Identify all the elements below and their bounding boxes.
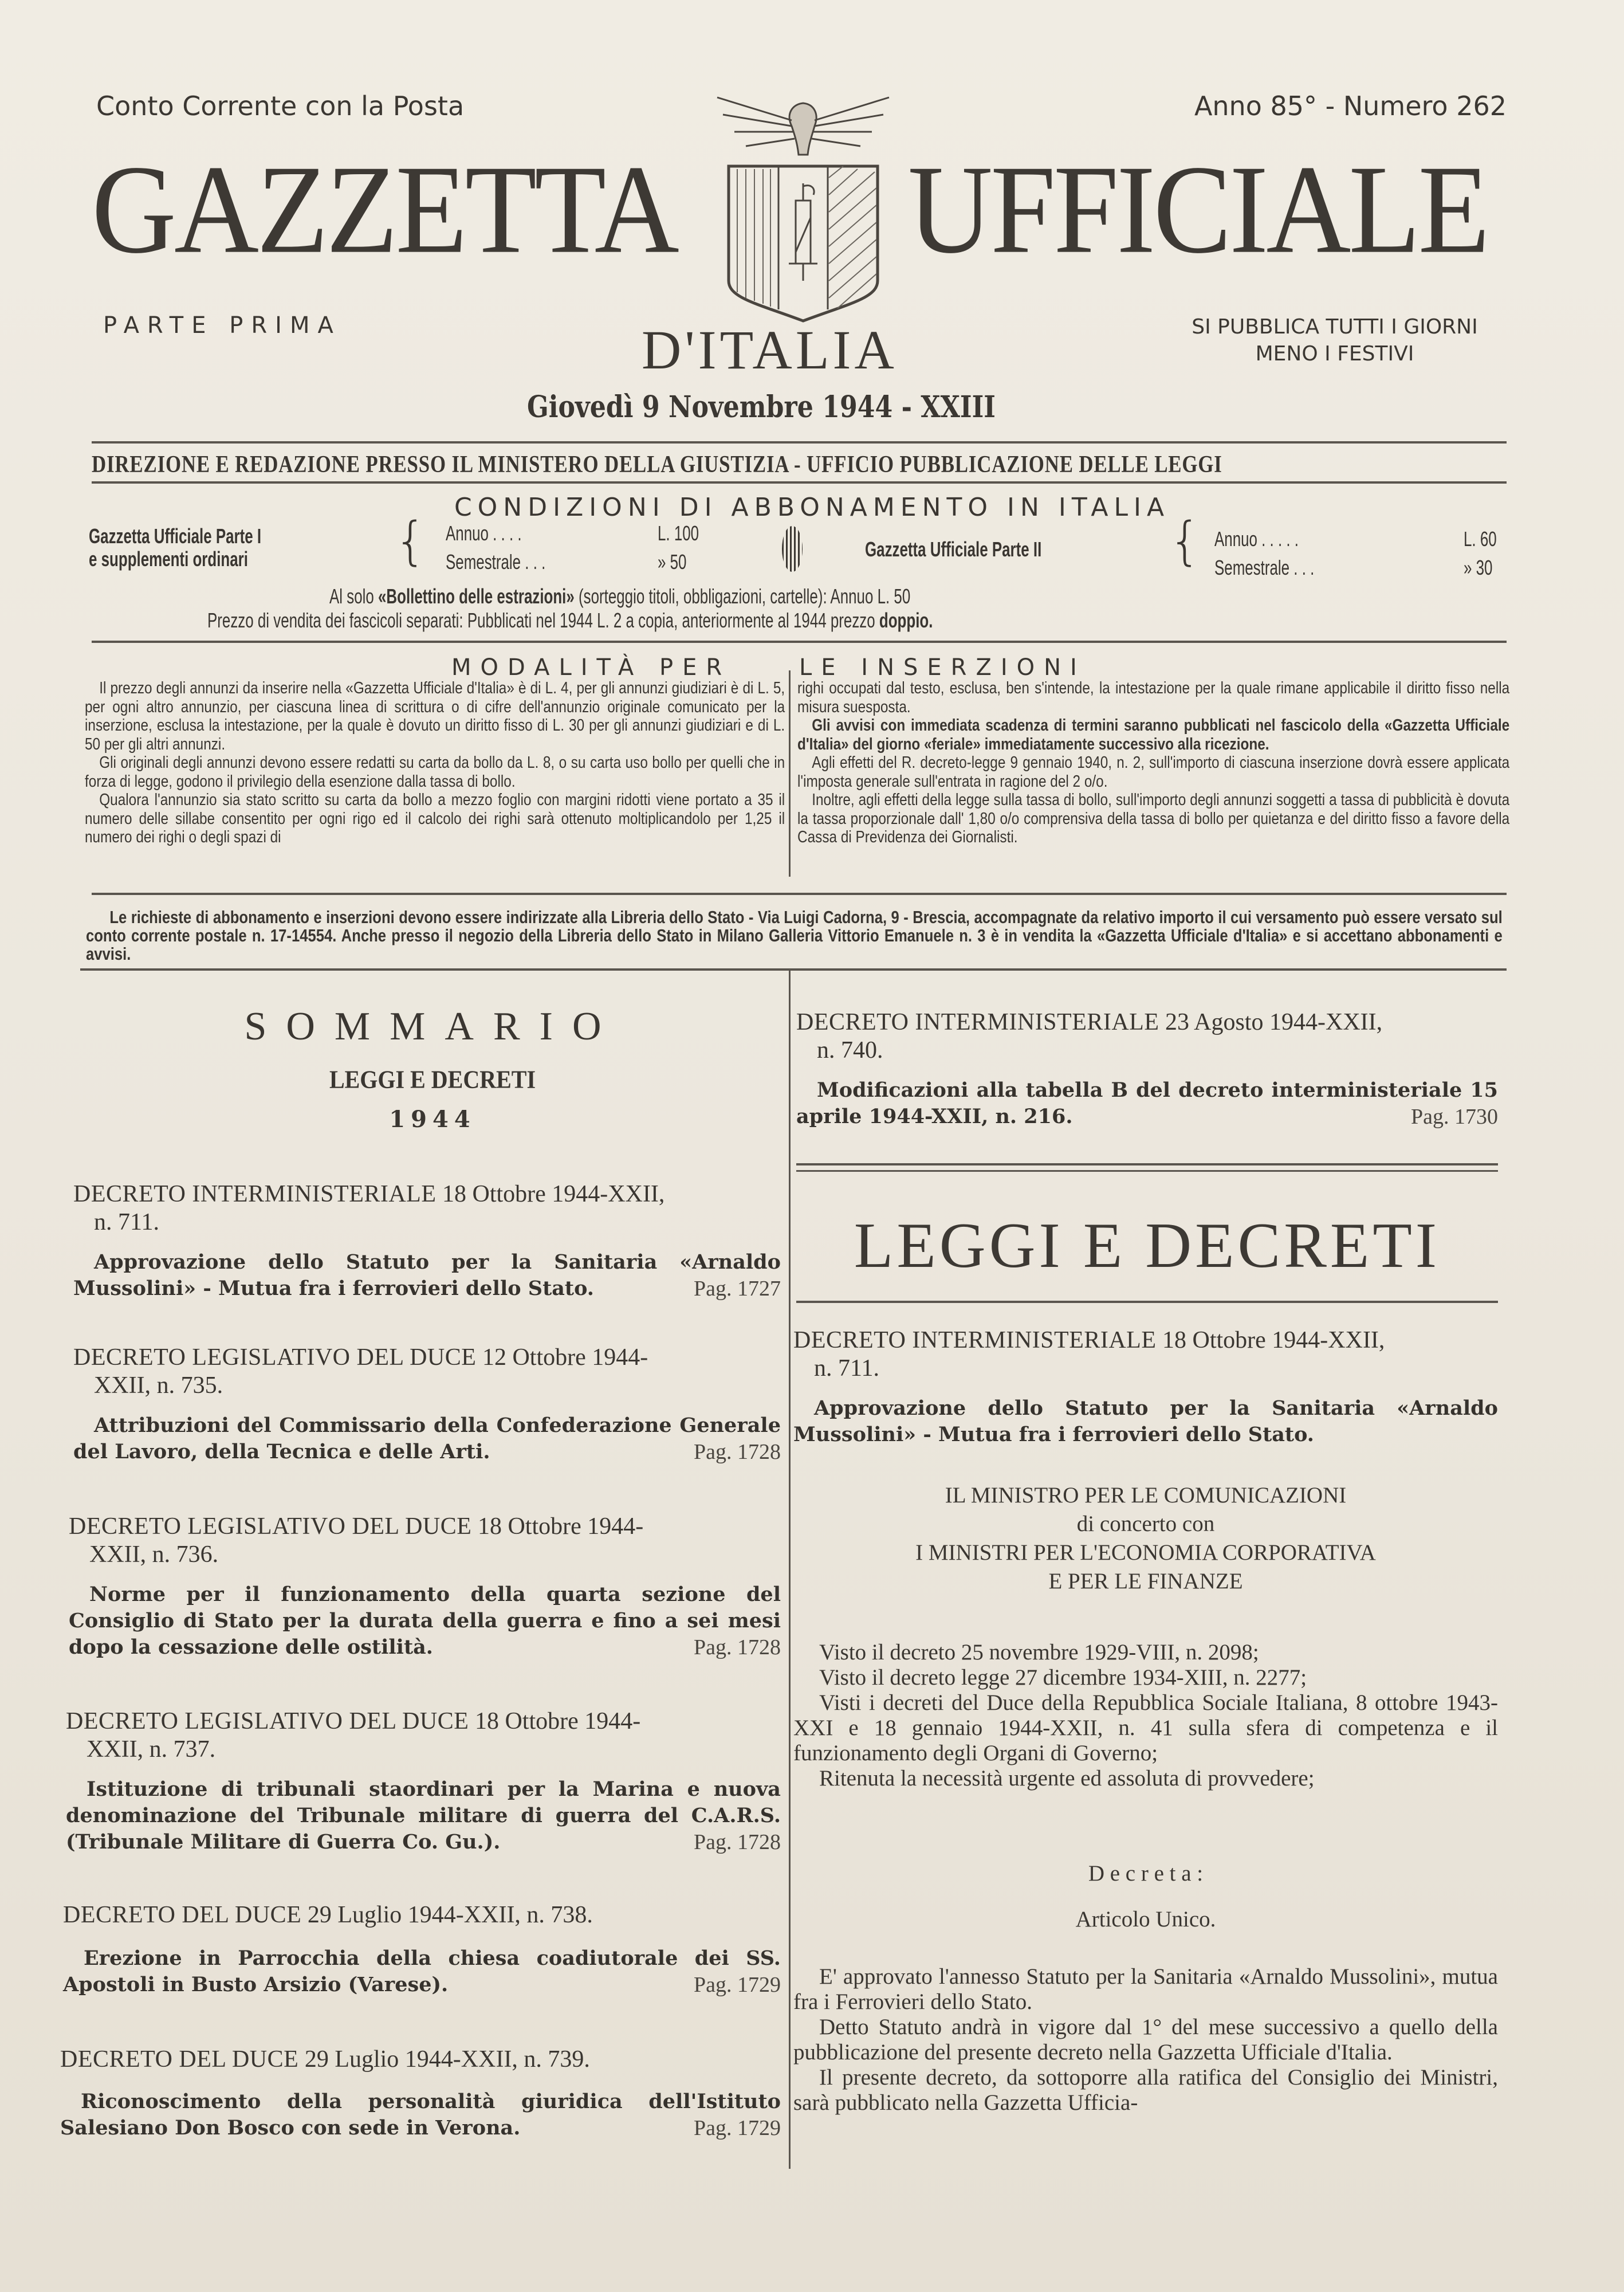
- modalita-right-column: [797, 679, 1509, 847]
- article-p3: Il presente decreto, da sottoporre alla ratifica del Consiglio dei Ministri, sarà pubblicato nella Gazzetta Ufficia-: [793, 2065, 1498, 2115]
- article-p1: E' approvato l'annesso Statuto per la Sanitaria «Arnaldo Mussolini», mutua fra i Ferrovieri dello Stato.: [793, 1964, 1498, 2014]
- article-p2: Detto Statuto andrà in vigore dal 1° del mese successivo a quello della pubblicazione del presente decreto nella Gazzetta Ufficiale d'Italia.: [793, 2015, 1498, 2065]
- parte1-annuo-label: Annuo . . . .: [446, 521, 522, 545]
- sommario-section: LEGGI E DECRETI: [329, 1065, 536, 1094]
- column-divider: [789, 968, 791, 2169]
- parte1-sem-price: » 50: [658, 550, 687, 574]
- decree-considerations: [793, 1640, 1498, 1791]
- abbonamento-title: CONDIZIONI DI ABBONAMENTO IN ITALIA: [454, 493, 1170, 522]
- divider: [92, 893, 1507, 895]
- sommario-entry[interactable]: DECRETO DEL DUCE 29 Luglio 1944-XXII, n. 738. Erezione in Parrocchia della chiesa coadiutorale dei SS. Apostoli in Busto Arsizio (Varese). Pag. 1729: [63, 1902, 781, 1997]
- issue-number: Anno 85° - Numero 262: [1194, 91, 1507, 121]
- concerto-line: di concerto con: [1076, 1512, 1215, 1536]
- sommario-title: SOMMARIO: [244, 1004, 621, 1049]
- sommario-entry[interactable]: DECRETO INTERMINISTERIALE 18 Ottobre 1944-XXII, n. 711. Approvazione dello Statuto per la Sanitaria «Arnaldo Mussolini» - Mutua fra i ferrovieri dello Stato. Pag. 1727: [73, 1181, 781, 1301]
- modalita-left-p2: Gli originali degli annunzi devono essere redatti su carta da bollo da L. 8, o su carta uso bollo per quelli che in forza di legge, godono il privilegio della esenzione dalla tassa di bollo.: [85, 753, 785, 791]
- modalita-title-right: LE INSERZIONI: [799, 654, 1086, 681]
- parte2-label: Gazzetta Ufficiale Parte II: [865, 537, 1042, 561]
- visti-3: Visti i decreti del Duce della Repubblica Sociale Italiana, 8 ottobre 1943-XXI e 18 gennaio 1944-XXII, n. 41 sulla sfera di competenza e il funzionamento degli Organi di Governo;: [793, 1690, 1498, 1765]
- parte1-annuo-price: L. 100: [658, 521, 699, 545]
- modalita-right-p4: Inoltre, agli effetti della legge sulla tassa di bollo, sull'importo degli annunzi soggetti a tassa di pubblicità è dovuta la tassa proporzionale dall' 1,80 o/o comprensiva della tassa di bollo per quietanza e del diritto fisso a favore della Cassa di Previdenza dei Giornalisti.: [797, 791, 1510, 846]
- page-ref: Pag. 1729: [694, 1973, 781, 1997]
- page-ref: Pag. 1728: [694, 1830, 781, 1854]
- divider: [92, 441, 1507, 444]
- parte1-sem-label: Semestrale . . .: [446, 550, 546, 574]
- brace: {: [394, 511, 427, 571]
- parte-prima-label: PARTE PRIMA: [103, 312, 341, 339]
- bollettino-line: Al solo «Bollettino delle estrazioni» (sorteggio titoli, obbligazioni, cartelle): Annuo L. 50: [329, 584, 911, 608]
- visto-1: Visto il decreto 25 novembre 1929-VIII, n. 2098;: [819, 1640, 1259, 1665]
- ministri-line: I MINISTRI PER L'ECONOMIA CORPORATIVA: [915, 1540, 1376, 1565]
- decreta-label: D e c r e t a :: [1088, 1861, 1204, 1886]
- divider: [796, 1301, 1498, 1303]
- sommario-year: 1944: [389, 1106, 476, 1133]
- parte1-label-2: e supplementi ordinari: [89, 547, 248, 571]
- brace: {: [1169, 511, 1202, 571]
- parte2-annuo-price: L. 60: [1464, 527, 1497, 551]
- ritenuta: Ritenuta la necessità urgente ed assoluta di provvedere;: [819, 1766, 1315, 1791]
- masthead-title-right: UFFICIALE: [908, 139, 1488, 280]
- issue-date: Giovedì 9 Novembre 1944 - XXIII: [527, 390, 996, 425]
- leggi-decreti-heading: LEGGI E DECRETI: [854, 1210, 1441, 1281]
- decree-header: DECRETO INTERMINISTERIALE 18 Ottobre 1944-XXII, n. 711. Approvazione dello Statuto per la Sanitaria «Arnaldo Mussolini» - Mutua fra i ferrovieri dello Stato.: [793, 1327, 1498, 1446]
- masthead-title-left: GAZZETTA: [92, 139, 677, 280]
- prezzo-line: Prezzo di vendita dei fascicoli separati: Pubblicati nel 1944 L. 2 a copia, anteriormente al 1944 prezzo doppio.: [207, 609, 933, 632]
- finanze-line: E PER LE FINANZE: [1048, 1569, 1243, 1594]
- divider: [796, 1170, 1498, 1172]
- conto-corrente-label: Conto Corrente con la Posta: [96, 91, 465, 121]
- ministro-line: IL MINISTRO PER LE COMUNICAZIONI: [945, 1483, 1347, 1508]
- modalita-title-left: MODALITÀ PER: [451, 654, 732, 681]
- page-ref: Pag. 1727: [694, 1277, 781, 1301]
- divider: [92, 641, 1507, 643]
- ornament-icon: [782, 526, 803, 572]
- direzione-band: DIREZIONE E REDAZIONE PRESSO IL MINISTERO DELLA GIUSTIZIA - UFFICIO PUBBLICAZIONE DELLE LEGGI: [92, 452, 1222, 478]
- divider: [92, 481, 1507, 484]
- sommario-entry[interactable]: DECRETO INTERMINISTERIALE 23 Agosto 1944-XXII, n. 740. Modificazioni alla tabella B del decreto interministeriale 15 aprile 1944-XXII, n. 216. Pag. 1730: [796, 1009, 1498, 1129]
- decree-preamble-authority: [793, 1481, 1498, 1596]
- page-ref: Pag. 1729: [694, 2116, 781, 2140]
- pubblica-line-2: MENO I FESTIVI: [1255, 342, 1414, 366]
- articolo-label: Articolo Unico.: [1075, 1907, 1216, 1932]
- divider: [796, 1163, 1498, 1165]
- pubblica-line-1: SI PUBBLICA TUTTI I GIORNI: [1192, 315, 1478, 339]
- sommario-entry[interactable]: DECRETO DEL DUCE 29 Luglio 1944-XXII, n. 739. Riconoscimento della personalità giuridica dell'Istituto Salesiano Don Bosco con sede in Verona. Pag. 1729: [60, 2046, 781, 2140]
- page-ref: Pag. 1728: [694, 1440, 781, 1464]
- page-ref: Pag. 1728: [694, 1635, 781, 1659]
- parte2-sem-price: » 30: [1464, 556, 1493, 579]
- parte1-label: Gazzetta Ufficiale Parte I: [89, 524, 262, 548]
- eagle-shield-emblem-icon: [706, 92, 901, 344]
- publication-frequency: [1160, 314, 1509, 368]
- sommario-entry[interactable]: DECRETO LEGISLATIVO DEL DUCE 18 Ottobre 1944- XXII, n. 737. Istituzione di tribunali staordinari per la Marina e nuova denominazione del Tribunale militare di guerra del C.A.R.S. (Tribunale Militare di Guerra Co. Gu.). Pag. 1728: [66, 1708, 781, 1854]
- sommario-entry[interactable]: DECRETO LEGISLATIVO DEL DUCE 18 Ottobre 1944- XXII, n. 736. Norme per il funzionamento della quarta sezione del Consiglio di Stato per la durata della guerra e fino a sei mesi dopo la cessazione delle ostilità. Pag. 1728: [69, 1513, 781, 1659]
- visto-2: Visto il decreto legge 27 dicembre 1934-XIII, n. 2277;: [819, 1665, 1307, 1690]
- article-text: [793, 1964, 1498, 2116]
- modalita-right-p2: Gli avvisi con immediata scadenza di termini saranno pubblicati nel fascicolo della «Gazzetta Ufficiale d'Italia» del giorno «feriale» immediatamente successivo alla ricezione.: [797, 716, 1510, 753]
- modalita-left-column: [85, 679, 785, 847]
- richieste-notice: Le richieste di abbonamento e inserzioni devono essere indirizzate alla Libreria dello Stato - Via Luigi Cadorna, 9 - Brescia, accompagnate da relativo importo il cui versamento può essere versato sul conto corrente postale n. 17-14554. Anche presso il negozio della Libreria dello Stato in Milano Galleria Vittorio Emanuele n. 3 è in vendita la «Gazzetta Ufficiale d'Italia» e si accettano abbonamenti e avvisi.: [86, 907, 1503, 964]
- modalita-right-p1: righi occupati dal testo, esclusa, ben s'intende, la intestazione per la quale rimane applicabile il diritto fisso nella misura suesposta.: [797, 679, 1510, 716]
- modalita-right-p3: Agli effetti del R. decreto-legge 9 gennaio 1940, n. 2, sull'importo di ciascuna inserzione dovrà essere applicata l'imposta generale sull'entrata in ragione del 2 o/o.: [797, 753, 1510, 791]
- masthead-subtitle: D'ITALIA: [642, 319, 898, 380]
- modalita-left-p3: Qualora l'annunzio sia stato scritto su carta da bollo a mezzo foglio con margini ridotti viene portato a 35 il numero delle sillabe consentito per ogni rigo ed il calcolo dei righi sarà ottenuto moltiplicandolo per 1,25 il numero dei righi o degli spazi di: [85, 791, 785, 846]
- page-ref: Pag. 1730: [1411, 1105, 1498, 1129]
- divider: [80, 968, 1507, 971]
- modalita-left-p1: Il prezzo degli annunzi da inserire nella «Gazzetta Ufficiale d'Italia» è di L. 4, per gli annunzi giudiziari è di L. 5, per ogni altro annunzio, per ciascuna linea di scrittura o di cifre dell'annunzio originale comunicato per la inserzione, esclusa la intestazione, per la quale è dovuto un diritto fisso di L. 30 per gli annunzi giudiziari e di L. 50 per gli altri annunzi.: [85, 679, 785, 753]
- parte2-sem-label: Semestrale . . .: [1214, 556, 1315, 579]
- parte2-annuo-label: Annuo . . . . .: [1214, 527, 1299, 551]
- column-divider: [789, 670, 791, 877]
- sommario-entry[interactable]: DECRETO LEGISLATIVO DEL DUCE 12 Ottobre 1944- XXII, n. 735. Attribuzioni del Commissario della Confederazione Generale del Lavoro, della Tecnica e delle Arti. Pag. 1728: [73, 1344, 781, 1464]
